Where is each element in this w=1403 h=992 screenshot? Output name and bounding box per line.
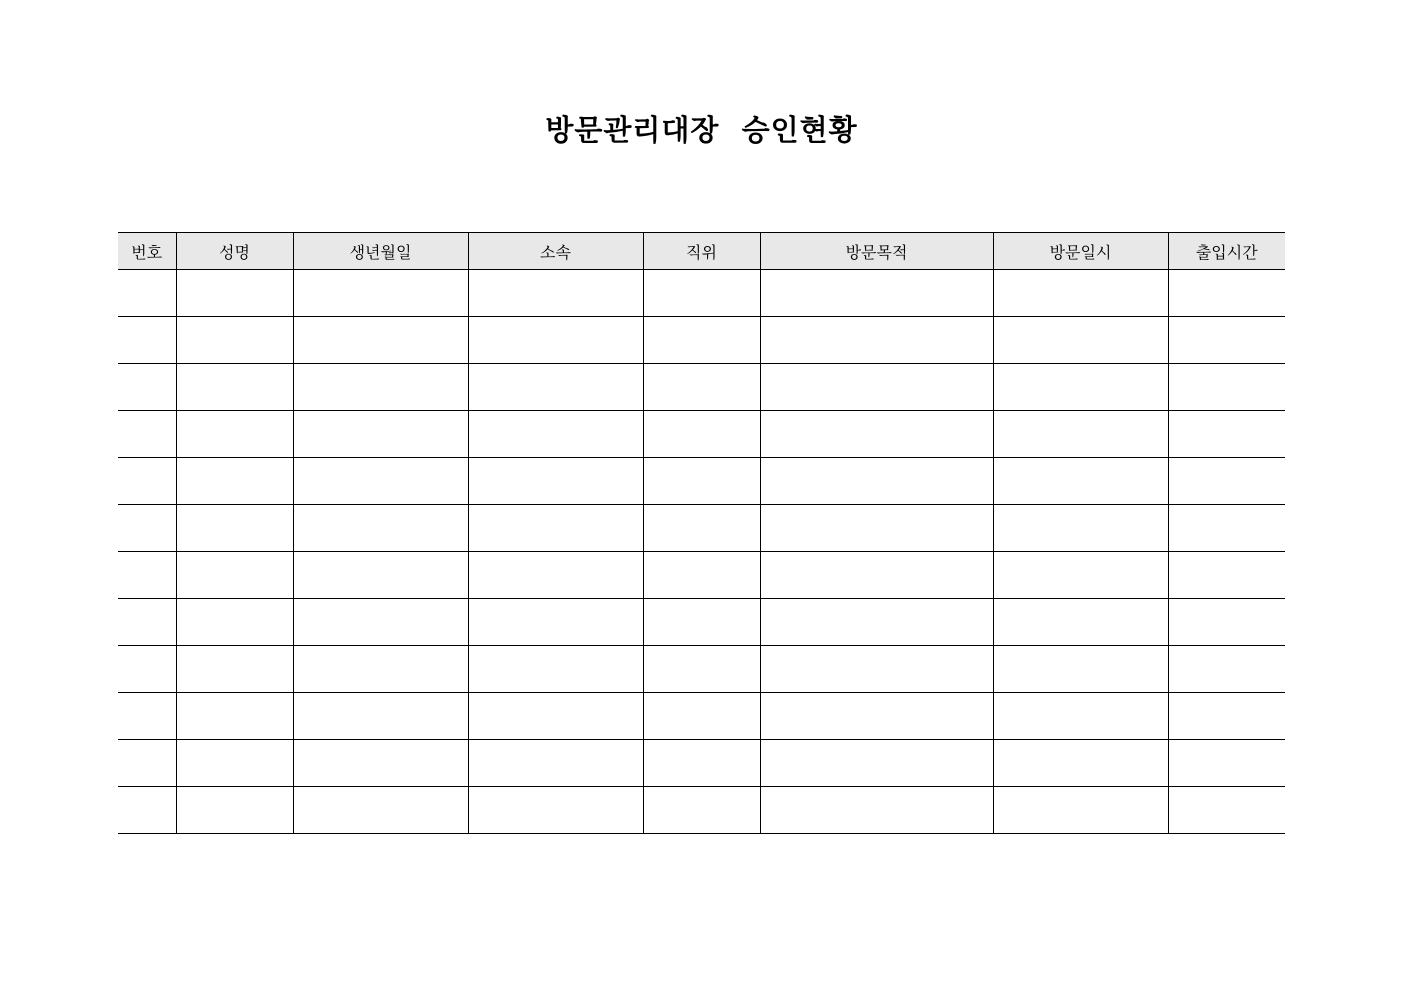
- cell-visit-purpose: [760, 787, 993, 834]
- cell-name: [176, 693, 293, 740]
- cell-name: [176, 740, 293, 787]
- cell-visit-datetime: [993, 317, 1168, 364]
- cell-visit-datetime: [993, 411, 1168, 458]
- table-row: [118, 787, 1285, 834]
- cell-affiliation: [468, 740, 643, 787]
- cell-number: [118, 270, 176, 317]
- cell-number: [118, 317, 176, 364]
- cell-visit-datetime: [993, 599, 1168, 646]
- column-header-affiliation: 소속: [468, 233, 643, 270]
- cell-birthdate: [293, 599, 468, 646]
- cell-birthdate: [293, 740, 468, 787]
- cell-position: [643, 317, 760, 364]
- column-header-entry-time: 출입시간: [1168, 233, 1285, 270]
- cell-visit-purpose: [760, 599, 993, 646]
- cell-affiliation: [468, 317, 643, 364]
- cell-entry-time: [1168, 646, 1285, 693]
- cell-visit-datetime: [993, 505, 1168, 552]
- cell-position: [643, 599, 760, 646]
- cell-name: [176, 552, 293, 599]
- table-row: [118, 552, 1285, 599]
- cell-name: [176, 458, 293, 505]
- cell-affiliation: [468, 505, 643, 552]
- column-header-number: 번호: [118, 233, 176, 270]
- cell-position: [643, 411, 760, 458]
- cell-visit-purpose: [760, 458, 993, 505]
- table-row: [118, 364, 1285, 411]
- cell-position: [643, 693, 760, 740]
- cell-position: [643, 552, 760, 599]
- cell-visit-datetime: [993, 458, 1168, 505]
- table-row: [118, 693, 1285, 740]
- cell-birthdate: [293, 646, 468, 693]
- cell-visit-datetime: [993, 364, 1168, 411]
- cell-entry-time: [1168, 270, 1285, 317]
- cell-name: [176, 411, 293, 458]
- column-header-position: 직위: [643, 233, 760, 270]
- cell-position: [643, 458, 760, 505]
- cell-position: [643, 646, 760, 693]
- cell-position: [643, 787, 760, 834]
- cell-affiliation: [468, 787, 643, 834]
- table-row: [118, 740, 1285, 787]
- cell-birthdate: [293, 693, 468, 740]
- cell-birthdate: [293, 505, 468, 552]
- cell-number: [118, 505, 176, 552]
- cell-affiliation: [468, 270, 643, 317]
- cell-name: [176, 646, 293, 693]
- cell-entry-time: [1168, 787, 1285, 834]
- cell-number: [118, 646, 176, 693]
- cell-position: [643, 364, 760, 411]
- cell-number: [118, 364, 176, 411]
- cell-entry-time: [1168, 599, 1285, 646]
- cell-visit-purpose: [760, 317, 993, 364]
- cell-entry-time: [1168, 317, 1285, 364]
- cell-visit-datetime: [993, 646, 1168, 693]
- cell-visit-datetime: [993, 693, 1168, 740]
- cell-number: [118, 693, 176, 740]
- cell-birthdate: [293, 364, 468, 411]
- table-row: [118, 505, 1285, 552]
- cell-visit-purpose: [760, 270, 993, 317]
- cell-position: [643, 740, 760, 787]
- cell-birthdate: [293, 317, 468, 364]
- cell-visit-purpose: [760, 364, 993, 411]
- cell-name: [176, 599, 293, 646]
- cell-visit-datetime: [993, 740, 1168, 787]
- cell-visit-purpose: [760, 411, 993, 458]
- cell-entry-time: [1168, 552, 1285, 599]
- cell-visit-purpose: [760, 552, 993, 599]
- cell-position: [643, 505, 760, 552]
- cell-entry-time: [1168, 693, 1285, 740]
- table-row: [118, 646, 1285, 693]
- cell-number: [118, 599, 176, 646]
- column-header-visit-purpose: 방문목적: [760, 233, 993, 270]
- cell-visit-datetime: [993, 787, 1168, 834]
- cell-entry-time: [1168, 364, 1285, 411]
- table-row: [118, 458, 1285, 505]
- cell-affiliation: [468, 646, 643, 693]
- cell-number: [118, 787, 176, 834]
- table-row: [118, 411, 1285, 458]
- column-header-name: 성명: [176, 233, 293, 270]
- cell-entry-time: [1168, 740, 1285, 787]
- cell-birthdate: [293, 411, 468, 458]
- cell-birthdate: [293, 787, 468, 834]
- cell-birthdate: [293, 458, 468, 505]
- cell-affiliation: [468, 693, 643, 740]
- table-body: [118, 270, 1285, 834]
- cell-affiliation: [468, 552, 643, 599]
- table-row: [118, 317, 1285, 364]
- cell-name: [176, 787, 293, 834]
- cell-affiliation: [468, 411, 643, 458]
- cell-visit-purpose: [760, 505, 993, 552]
- cell-position: [643, 270, 760, 317]
- cell-visit-datetime: [993, 270, 1168, 317]
- cell-name: [176, 364, 293, 411]
- cell-visit-purpose: [760, 693, 993, 740]
- cell-entry-time: [1168, 411, 1285, 458]
- column-header-visit-datetime: 방문일시: [993, 233, 1168, 270]
- cell-affiliation: [468, 364, 643, 411]
- cell-number: [118, 411, 176, 458]
- cell-name: [176, 317, 293, 364]
- cell-entry-time: [1168, 458, 1285, 505]
- cell-entry-time: [1168, 505, 1285, 552]
- visitor-ledger-table: [118, 232, 1285, 834]
- cell-birthdate: [293, 552, 468, 599]
- cell-birthdate: [293, 270, 468, 317]
- cell-number: [118, 552, 176, 599]
- cell-affiliation: [468, 599, 643, 646]
- cell-affiliation: [468, 458, 643, 505]
- column-header-birthdate: 생년월일: [293, 233, 468, 270]
- page-title: 방문관리대장 승인현황: [545, 113, 858, 147]
- table-header-row: [118, 233, 1285, 270]
- cell-visit-purpose: [760, 740, 993, 787]
- cell-number: [118, 458, 176, 505]
- cell-visit-purpose: [760, 646, 993, 693]
- table-row: [118, 599, 1285, 646]
- cell-visit-datetime: [993, 552, 1168, 599]
- cell-number: [118, 740, 176, 787]
- table-row: [118, 270, 1285, 317]
- cell-name: [176, 505, 293, 552]
- cell-name: [176, 270, 293, 317]
